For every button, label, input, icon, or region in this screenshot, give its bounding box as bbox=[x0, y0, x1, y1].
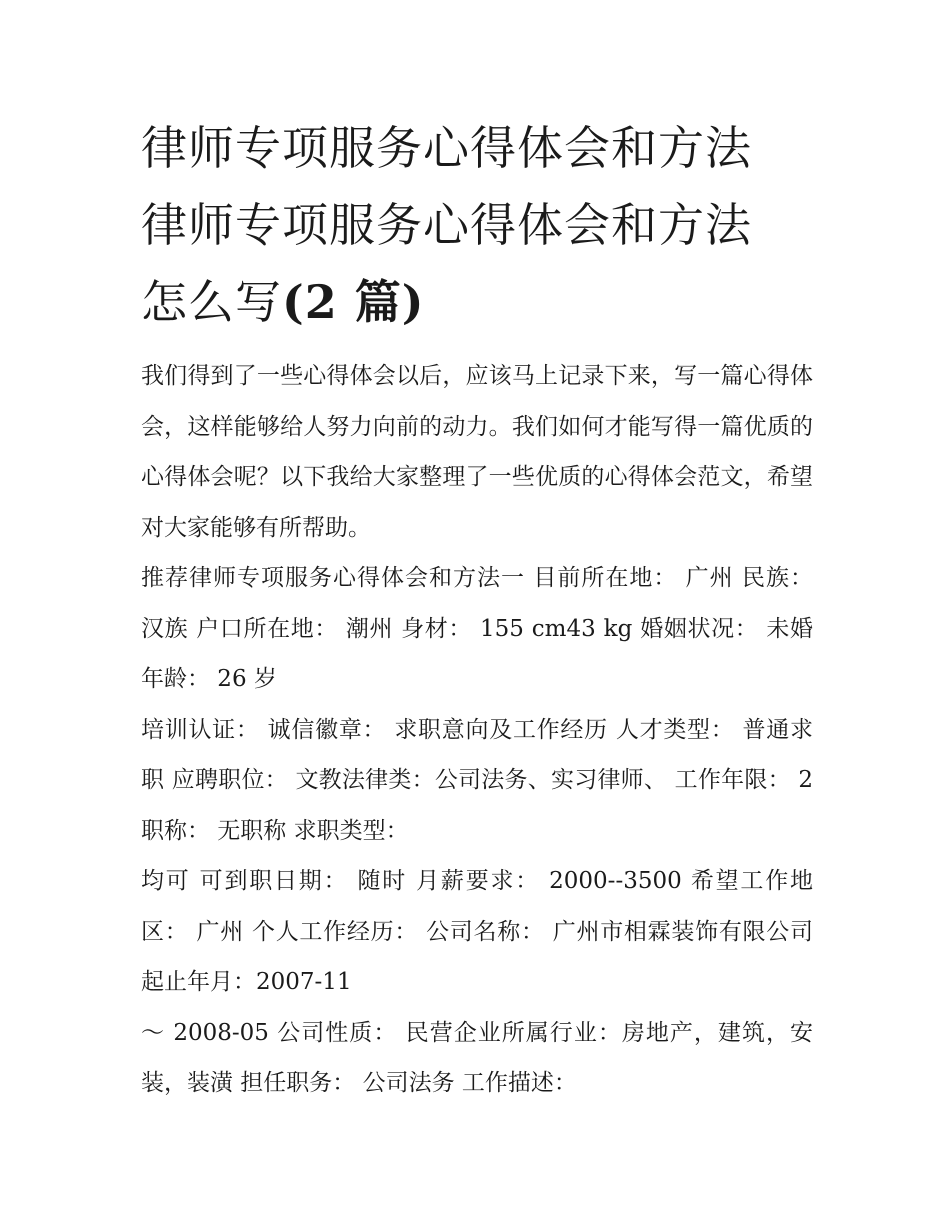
profile-paragraph: 推荐律师专项服务心得体会和方法一 目前所在地： 广州 民族： 汉族 户口所在地： 潮州 身材： 155 cm43 kg 婚姻状况： 未婚 年龄： 26 岁 bbox=[141, 565, 813, 692]
title-count: (2 篇) bbox=[282, 275, 425, 329]
company-info-paragraph: ～ 2008-05 公司性质： 民营企业所属行业：房地产，建筑，安装，装潢 担任职务： 公司法务 工作描述： bbox=[141, 1019, 813, 1096]
intro-paragraph: 我们得到了一些心得体会以后，应该马上记录下来，写一篇心得体会，这样能够给人努力向前的动力。我们如何才能写得一篇优质的心得体会呢？以下我给大家整理了一些优质的心得体会范文，希望对大家能够有所帮助。 bbox=[141, 363, 813, 541]
title-line-2: 律师专项服务心得体会和方法 bbox=[141, 198, 752, 252]
title-line-1: 律师专项服务心得体会和方法 bbox=[141, 121, 752, 175]
job-intent-paragraph: 培训认证： 诚信徽章： 求职意向及工作经历 人才类型： 普通求职 应聘职位： 文教法律类：公司法务、实习律师、 工作年限： 2 职称： 无职称 求职类型： bbox=[141, 716, 813, 844]
document-page bbox=[141, 110, 813, 1109]
document-title bbox=[141, 110, 813, 341]
title-line-3: 怎么写 bbox=[141, 275, 282, 329]
work-history-paragraph: 均可 可到职日期： 随时 月薪要求： 2000--3500 希望工作地区： 广州 个人工作经历： 公司名称： 广州市相霖装饰有限公司起止年月：2007-11 bbox=[141, 868, 813, 995]
